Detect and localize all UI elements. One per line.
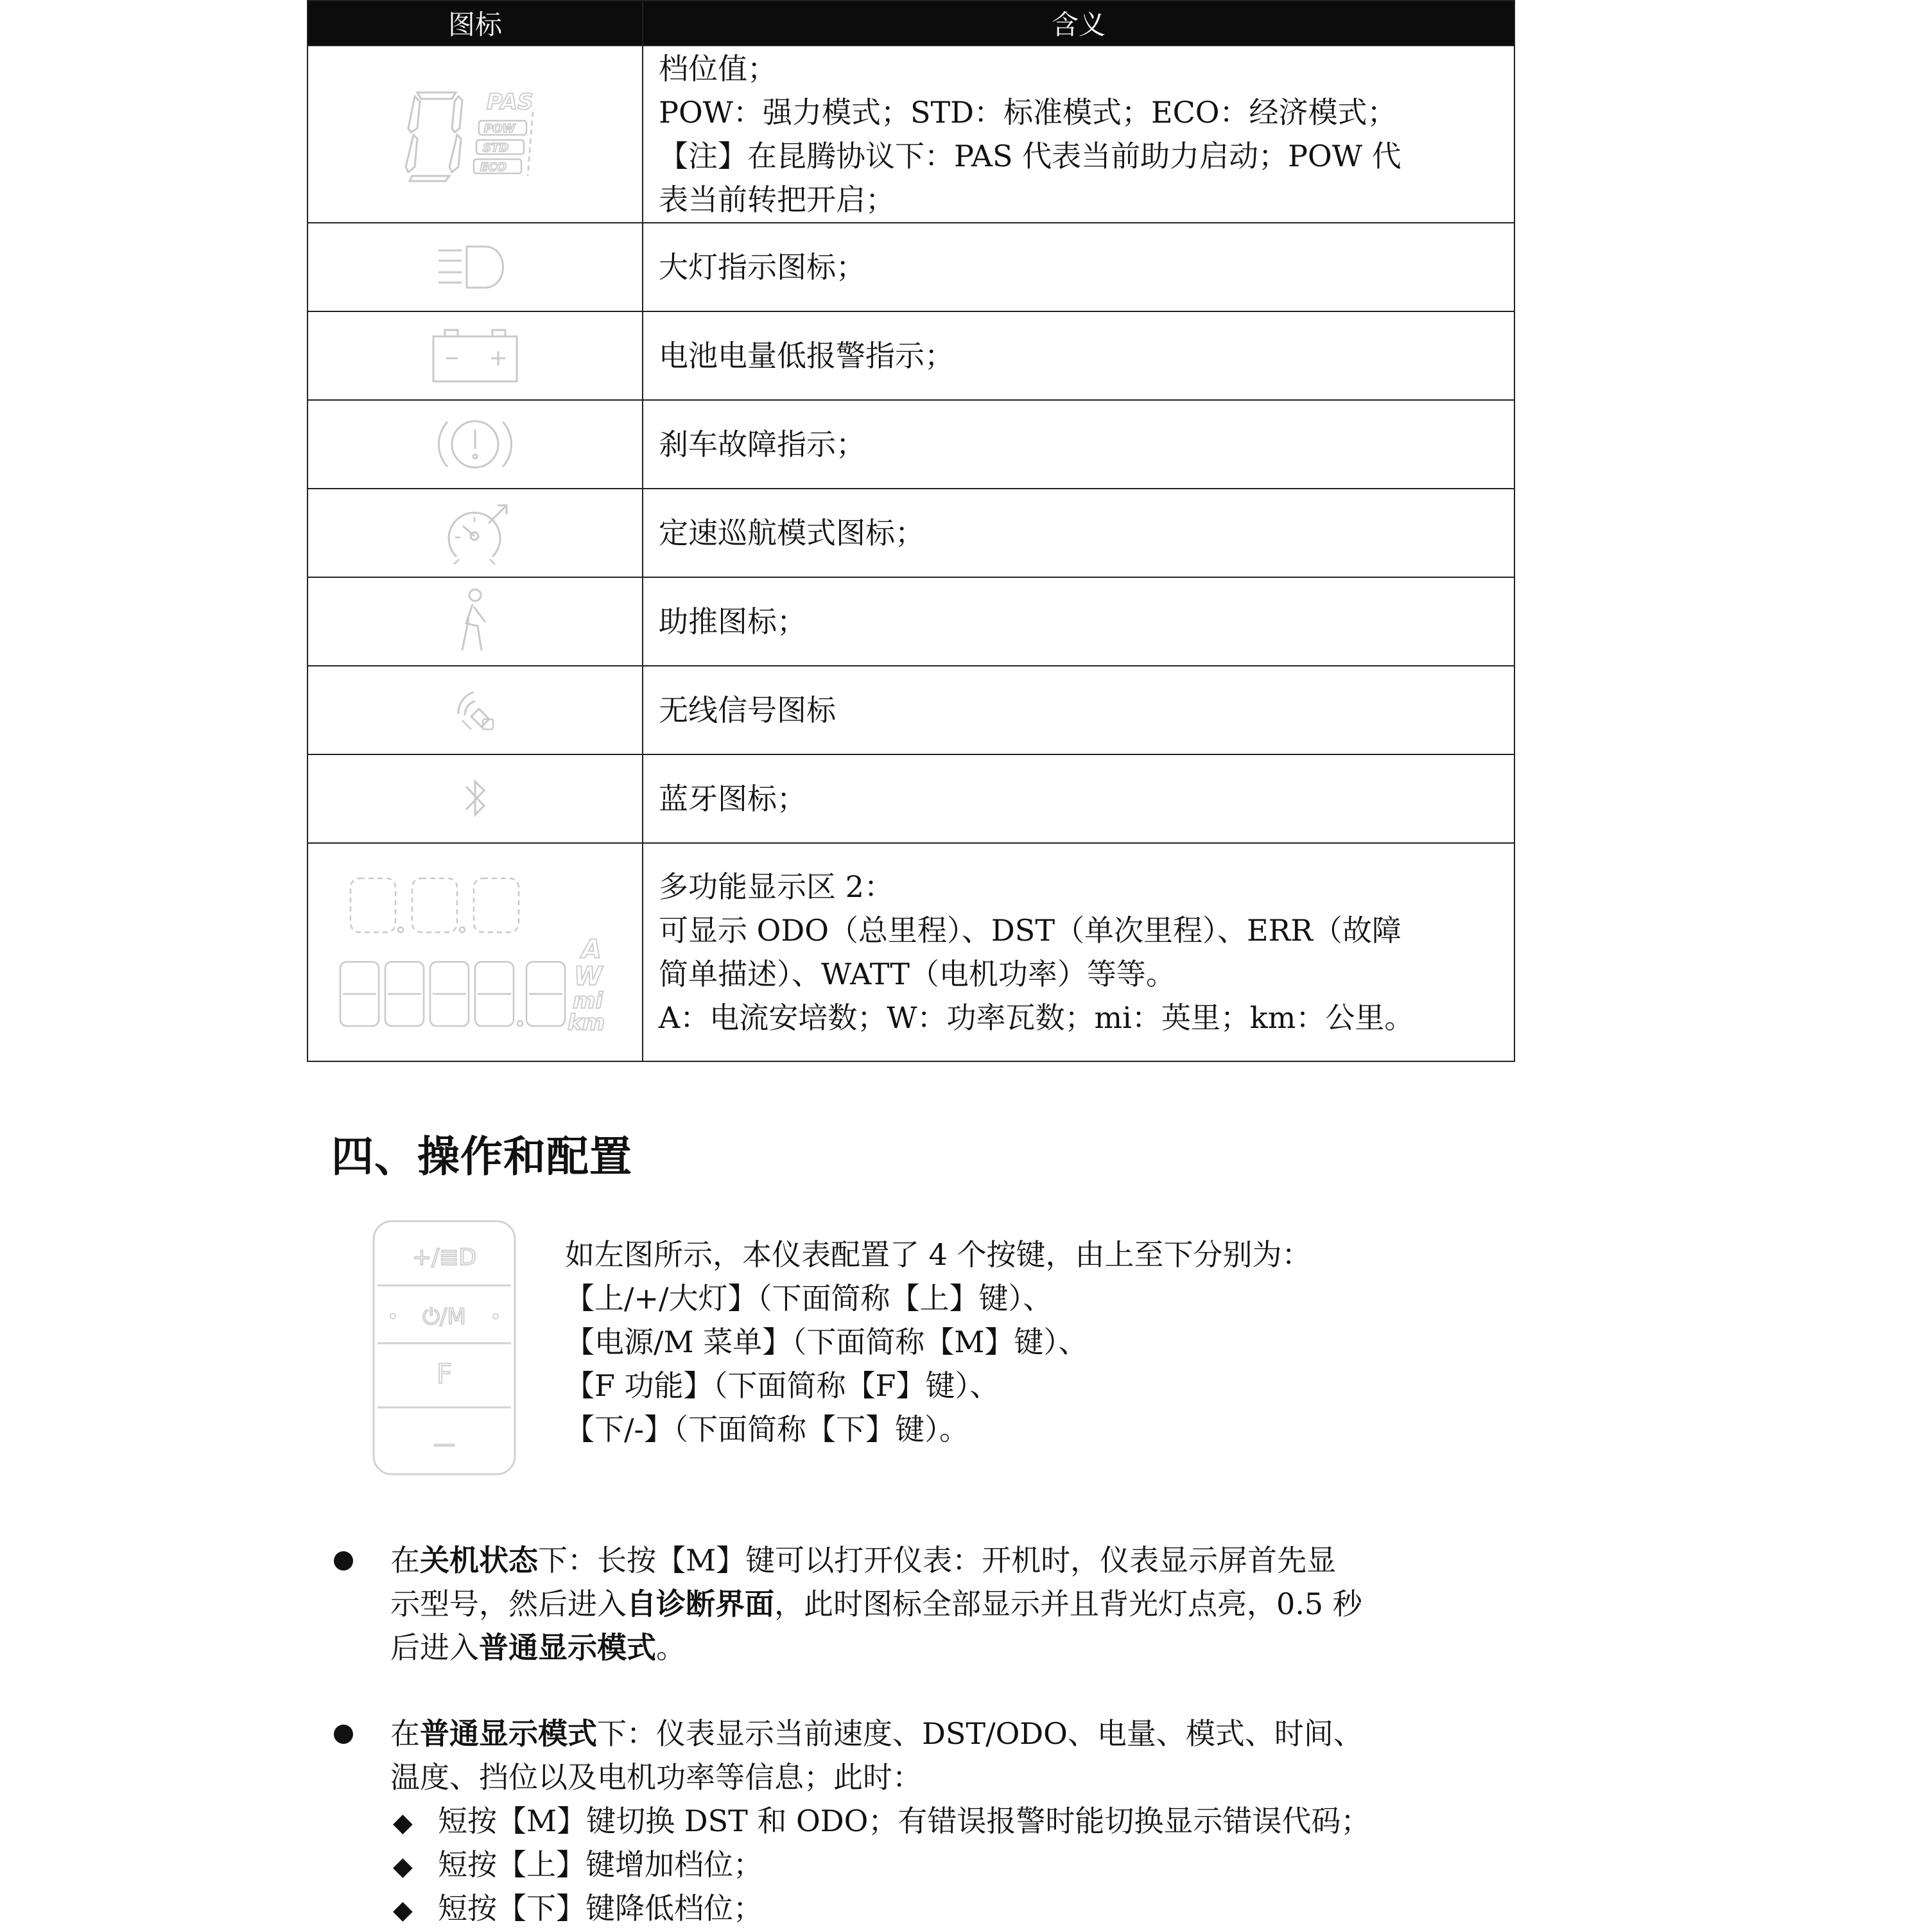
sub-item: ◆ 短按【下】键降低档位； <box>393 1886 763 1932</box>
wireless-signal-icon <box>308 666 643 754</box>
table-row <box>308 400 1514 489</box>
icon-meaning-table <box>307 0 1515 1062</box>
brake-description: 刹车故障指示； <box>643 400 1514 489</box>
table-row <box>308 843 1514 1061</box>
f-button-label: F <box>436 1358 453 1389</box>
walk-assist-description: 助推图标； <box>643 577 1514 666</box>
svg-text:POW: POW <box>484 122 516 135</box>
svg-text:km: km <box>568 1010 605 1036</box>
bullet-dot <box>334 1725 353 1744</box>
wireless-description: 无线信号图标 <box>643 666 1514 754</box>
battery-icon <box>308 311 643 400</box>
svg-text:W: W <box>574 962 603 991</box>
up-light-button-label: +/≣D <box>412 1244 477 1271</box>
gear-description: 档位值； POW：强力模式；STD：标准模式；ECO：经济模式； 【注】在昆腾协议下：PAS 代表当前助力启动；POW 代 表当前转把开启； <box>643 46 1514 223</box>
bullet-dot <box>334 1551 353 1571</box>
walk-assist-icon <box>308 577 643 666</box>
power-menu-button-label: ⏻/M <box>422 1304 466 1330</box>
brake-warning-icon <box>308 400 643 489</box>
multi-display-description: 多功能显示区 2： 可显示 ODO（总里程）、DST（单次里程）、ERR（故障 简单描述）、WATT（电机功率）等等。 A：电流安培数；W：功率瓦数；mi：英里；km：公里。 <box>643 843 1514 1061</box>
cruise-control-icon <box>308 489 643 577</box>
diamond-icon: ◆ <box>393 1808 413 1838</box>
headlight-icon <box>308 223 643 311</box>
cruise-description: 定速巡航模式图标； <box>643 489 1514 577</box>
sub-item: ◆ 短按【M】键切换 DST 和 ODO；有错误报警时能切换显示错误代码； <box>393 1799 1370 1845</box>
table-header-row <box>308 1 1514 46</box>
multi-display-icon <box>308 843 643 1061</box>
svg-text:STD: STD <box>483 141 509 155</box>
table-row <box>308 666 1514 754</box>
header-meaning: 含义 <box>643 1 1514 46</box>
headlight-description: 大灯指示图标； <box>643 223 1514 311</box>
table-row <box>308 223 1514 311</box>
table-row <box>308 489 1514 577</box>
panel-description: 如左图所示，本仪表配置了 4 个按键，由上至下分别为： 【上/+/大灯】（下面简称【上】键）、 【电源/M 菜单】（下面简称【M】键）、 【F 功能】（下面简称【F】键）、 【下/-】（下面简称【下】键）。 <box>565 1237 1312 1447</box>
diamond-icon: ◆ <box>393 1895 413 1925</box>
header-icon: 图标 <box>308 1 643 46</box>
battery-description: 电池电量低报警指示； <box>643 311 1514 400</box>
section-title: 四、操作和配置 <box>331 1132 632 1181</box>
button-panel-image <box>371 1219 517 1477</box>
svg-text:A: A <box>582 935 602 964</box>
table-row <box>308 311 1514 400</box>
svg-text:ECO: ECO <box>480 161 507 174</box>
table-row <box>308 46 1514 223</box>
table-row <box>308 754 1514 843</box>
sub-item: ◆ 短按【上】键增加档位； <box>393 1843 763 1888</box>
svg-text:PAS: PAS <box>487 89 534 115</box>
table-row <box>308 577 1514 666</box>
svg-text:mi: mi <box>573 988 603 1014</box>
down-button-label: — <box>433 1431 455 1457</box>
gear-digit-icon <box>308 46 643 223</box>
bluetooth-icon <box>308 754 643 843</box>
diamond-icon: ◆ <box>393 1852 413 1881</box>
bluetooth-description: 蓝牙图标； <box>643 754 1514 843</box>
